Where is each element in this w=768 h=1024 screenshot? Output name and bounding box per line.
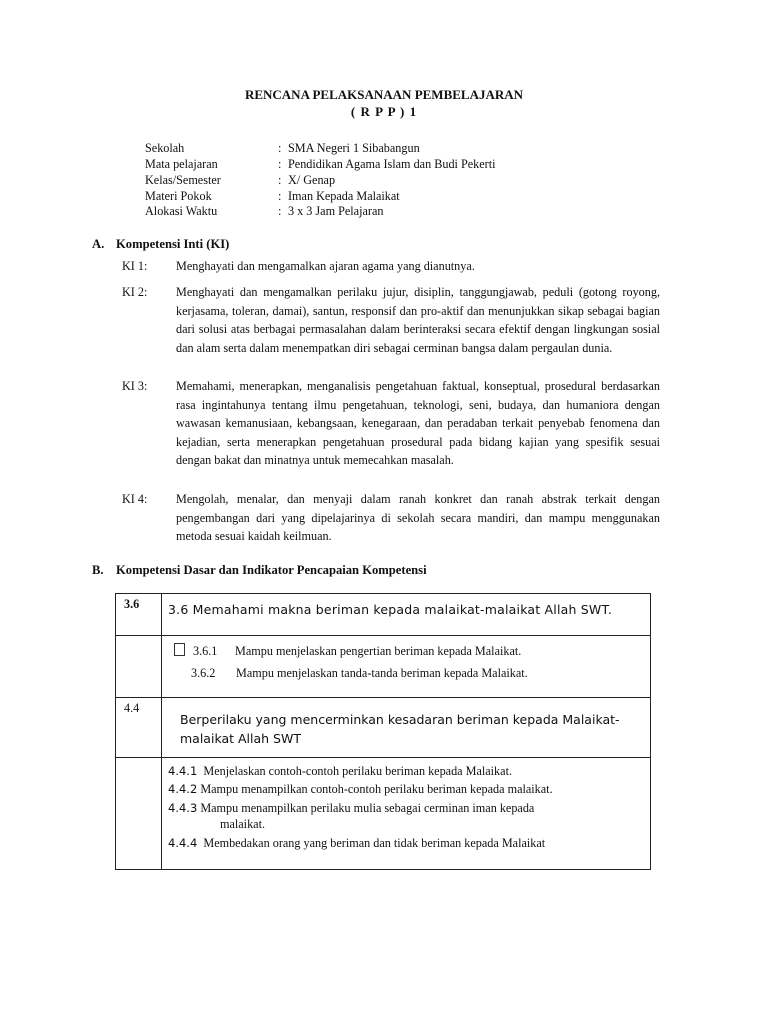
kd-text: Berperilaku yang mencerminkan kesadaran beriman kepada Malaikat- bbox=[180, 712, 620, 727]
indicator-text: Menjelaskan contoh-contoh perilaku beriman kepada Malaikat. bbox=[203, 764, 512, 778]
info-value: 3 x 3 Jam Pelajaran bbox=[288, 204, 384, 218]
ki-number: KI 3: bbox=[122, 379, 148, 393]
ki-text: Menghayati dan mengamalkan perilaku jujur, disiplin, tanggungjawab, peduli (gotong royong, kerjasama, toleran, damai), santun, responsif dan pro-aktif dan menunjukkan sikap sebagai bagian dari solusi atas berbagai permasalahan dalam berinteraksi secara efektif dengan lingkungan sosial dan alam serta dalam menempatkan diri sebagai cerminan bangsa dalam pergaulan dunia. bbox=[176, 285, 660, 355]
info-colon: : bbox=[278, 141, 282, 155]
info-value: X/ Genap bbox=[288, 173, 336, 187]
info-label: Alokasi Waktu bbox=[145, 204, 218, 218]
ki-number: KI 1: bbox=[122, 259, 148, 273]
info-value: SMA Negeri 1 Sibabangun bbox=[288, 141, 420, 155]
ki-text: Menghayati dan mengamalkan ajaran agama yang dianutnya. bbox=[176, 259, 475, 273]
indicator-item bbox=[174, 662, 650, 684]
indicator-number: 4.4.4 bbox=[168, 836, 198, 850]
info-colon: : bbox=[278, 157, 282, 171]
document-title: RENCANA PELAKSANAAN PEMBELAJARAN bbox=[244, 87, 524, 102]
section-letter: A. bbox=[92, 237, 105, 251]
kd-text-cell bbox=[162, 698, 651, 758]
info-colon: : bbox=[278, 204, 282, 218]
indicator-item bbox=[168, 762, 650, 780]
ki-text: Mengolah, menalar, dan menyaji dalam ranah konkret dan ranah abstrak terkait dengan pengembangan dari yang dipelajarinya di sekolah secara mandiri, dan mampu menggunakan metoda sesuai kaidah keilmuan. bbox=[176, 492, 660, 544]
indicator-cell bbox=[162, 636, 651, 698]
info-value: Iman Kepada Malaikat bbox=[288, 189, 400, 203]
indicator-item bbox=[168, 780, 650, 798]
kd-text-continued: malaikat Allah SWT bbox=[180, 731, 301, 746]
info-colon: : bbox=[278, 189, 282, 203]
info-label: Mata pelajaran bbox=[145, 157, 218, 171]
info-label: Materi Pokok bbox=[145, 189, 212, 203]
section-title: Kompetensi Dasar dan Indikator Pencapaian Kompetensi bbox=[116, 563, 427, 577]
indicator-number: 3.6.2 bbox=[191, 666, 216, 680]
indicator-item bbox=[168, 834, 650, 852]
section-b-heading bbox=[92, 562, 427, 578]
info-colon: : bbox=[278, 173, 282, 187]
indicator-number: 3.6.1 bbox=[193, 644, 218, 658]
indicator-item bbox=[168, 800, 650, 832]
ki-number: KI 4: bbox=[122, 492, 148, 506]
indicator-text: Membedakan orang yang beriman dan tidak beriman kepada Malaikat bbox=[203, 836, 546, 850]
kd-row bbox=[116, 594, 651, 636]
indicator-text: Mampu menjelaskan tanda-tanda beriman kepada Malaikat. bbox=[236, 666, 528, 680]
indicator-text: Mampu menampilkan perilaku mulia sebagai cerminan iman kepada bbox=[200, 801, 535, 815]
section-a-heading bbox=[92, 236, 229, 252]
indicator-cell bbox=[162, 758, 651, 870]
kd-number: 3.6 bbox=[116, 594, 162, 636]
checkbox-bullet-icon bbox=[174, 643, 185, 656]
kd-number: 4.4 bbox=[116, 698, 162, 758]
indicator-row bbox=[116, 636, 651, 698]
info-value: Pendidikan Agama Islam dan Budi Pekerti bbox=[288, 157, 496, 171]
kd-row bbox=[116, 698, 651, 758]
document-subtitle: ( R P P ) 1 bbox=[350, 104, 418, 119]
ki-number: KI 2: bbox=[122, 285, 148, 299]
indicator-text: Mampu menampilkan contoh-contoh perilaku beriman kepada malaikat. bbox=[200, 782, 553, 796]
indicator-number: 4.4.2 bbox=[168, 782, 198, 796]
section-title: Kompetensi Inti (KI) bbox=[116, 237, 230, 251]
indicator-text: Mampu menjelaskan pengertian beriman kepada Malaikat. bbox=[235, 644, 522, 658]
kd-table bbox=[115, 593, 651, 870]
info-label: Sekolah bbox=[145, 141, 185, 155]
indicator-row bbox=[116, 758, 651, 870]
kd-text: 3.6 Memahami makna beriman kepada malaikat-malaikat Allah SWT. bbox=[162, 594, 651, 636]
info-label: Kelas/Semester bbox=[145, 173, 221, 187]
indicator-text-continued: malaikat. bbox=[220, 817, 266, 831]
indicator-item bbox=[174, 640, 650, 662]
indicator-number: 4.4.1 bbox=[168, 764, 198, 778]
ki-text: Memahami, menerapkan, menganalisis pengetahuan faktual, konseptual, prosedural berdasarkan rasa ingintahunya tentang ilmu pengetahuan, teknologi, seni, budaya, dan humaniora dengan wawasan kemanusiaan, kebangsaan, kenegaraan, dan peradaban terkait penyebab fenomena dan kejadian, serta menerapkan pengetahuan prosedural pada bidang kajian yang spesifik sesuai dengan bakat dan minatnya untuk memecahkan masalah. bbox=[176, 379, 660, 468]
indicator-number: 4.4.3 bbox=[168, 801, 198, 815]
section-letter: B. bbox=[92, 563, 104, 577]
